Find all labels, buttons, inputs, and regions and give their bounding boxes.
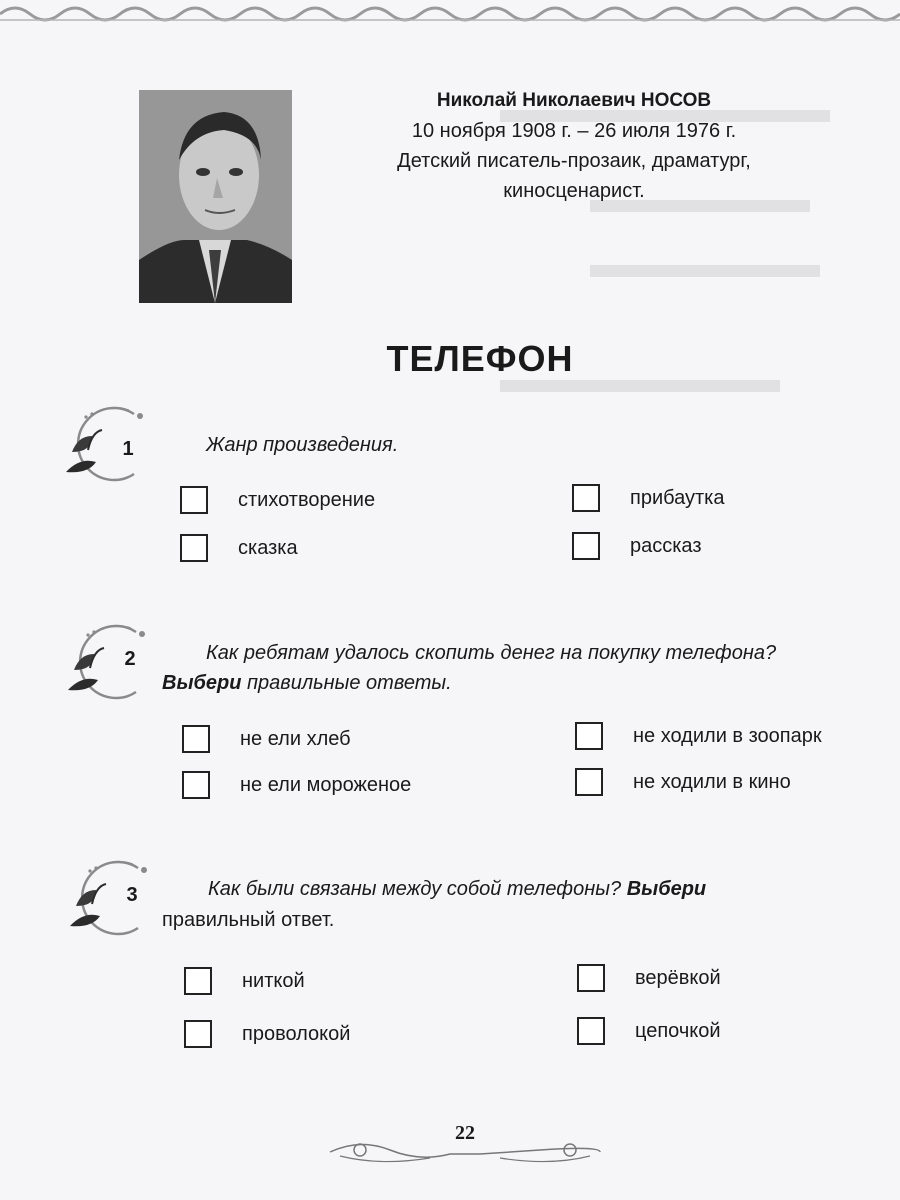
question-2-option-cinema[interactable] [575,768,791,796]
author-name: Николай Николаевич НОСОВ [436,90,712,111]
author-info [330,86,818,206]
checkbox[interactable] [182,725,210,753]
option-label: ниткой [242,969,305,992]
top-decorative-border [0,0,900,30]
question-2-text-line2 [162,668,452,698]
option-label: не ходили в зоопарк [633,724,822,747]
question-2-number: 2 [124,648,136,670]
question-3-instruction-rest: правильный ответ. [162,909,335,931]
author-dates: 10 ноября 1908 г. – 26 июля 1976 г. [411,120,737,142]
question-1-option-fairy-tale[interactable] [180,534,298,562]
question-1-option-story[interactable] [572,532,702,560]
option-label: не ели мороженое [240,773,412,796]
option-label: прибаутка [630,486,725,509]
checkbox[interactable] [572,484,600,512]
option-label: рассказ [630,534,702,557]
question-3-text-part: Как были связаны между собой телефоны? [208,878,627,900]
checkbox[interactable] [572,532,600,560]
question-1-text: Жанр произведения. [206,434,399,456]
question-3-text-line1 [208,874,706,904]
page-title: ТЕЛЕФОН [386,338,574,379]
question-3-option-wire[interactable] [184,1020,350,1048]
question-3-instruction-bold: Выбери [626,878,707,900]
checkbox[interactable] [184,967,212,995]
question-1-option-pribautka[interactable] [572,484,725,512]
question-3-option-chain[interactable] [577,1017,721,1045]
question-3-option-thread[interactable] [184,967,305,995]
question-2-option-zoo[interactable] [575,722,822,750]
option-label: не ходили в кино [633,770,791,793]
option-label: цепочкой [635,1019,721,1042]
question-2-emblem [64,620,164,700]
question-2-text [206,638,886,668]
checkbox[interactable] [182,771,210,799]
question-3-number: 3 [126,884,138,906]
question-3-text-line2 [162,905,334,935]
checkbox[interactable] [575,768,603,796]
question-1-emblem [62,402,162,482]
author-description-line2: киносценарист. [503,180,645,202]
checkbox[interactable] [575,722,603,750]
checkbox[interactable] [577,1017,605,1045]
author-portrait [139,90,292,303]
option-label: проволокой [242,1022,351,1045]
option-label: сказка [238,536,298,559]
checkbox[interactable] [180,486,208,514]
question-3-emblem [66,856,166,936]
option-label: не ели хлеб [240,727,351,750]
question-2-option-ice-cream[interactable] [182,771,411,799]
checkbox[interactable] [184,1020,212,1048]
checkbox[interactable] [577,964,605,992]
question-2-instruction-bold: Выбери [162,672,242,694]
question-3-option-rope[interactable] [577,964,721,992]
footer-ornament [320,1130,610,1170]
page-number: 22 [455,1122,475,1144]
question-2-option-bread[interactable] [182,725,351,753]
question-1-number: 1 [122,438,134,460]
author-description-line1: Детский писатель-прозаик, драматург, [397,150,751,172]
question-1-option-verse[interactable] [180,486,375,514]
checkbox[interactable] [180,534,208,562]
question-2-text-line1: Как ребятам удалось скопить денег на покупку телефона? [206,642,777,664]
option-label: верёвкой [635,966,721,989]
question-2-instruction-rest: правильные ответы. [241,672,452,694]
option-label: стихотворение [238,488,376,511]
